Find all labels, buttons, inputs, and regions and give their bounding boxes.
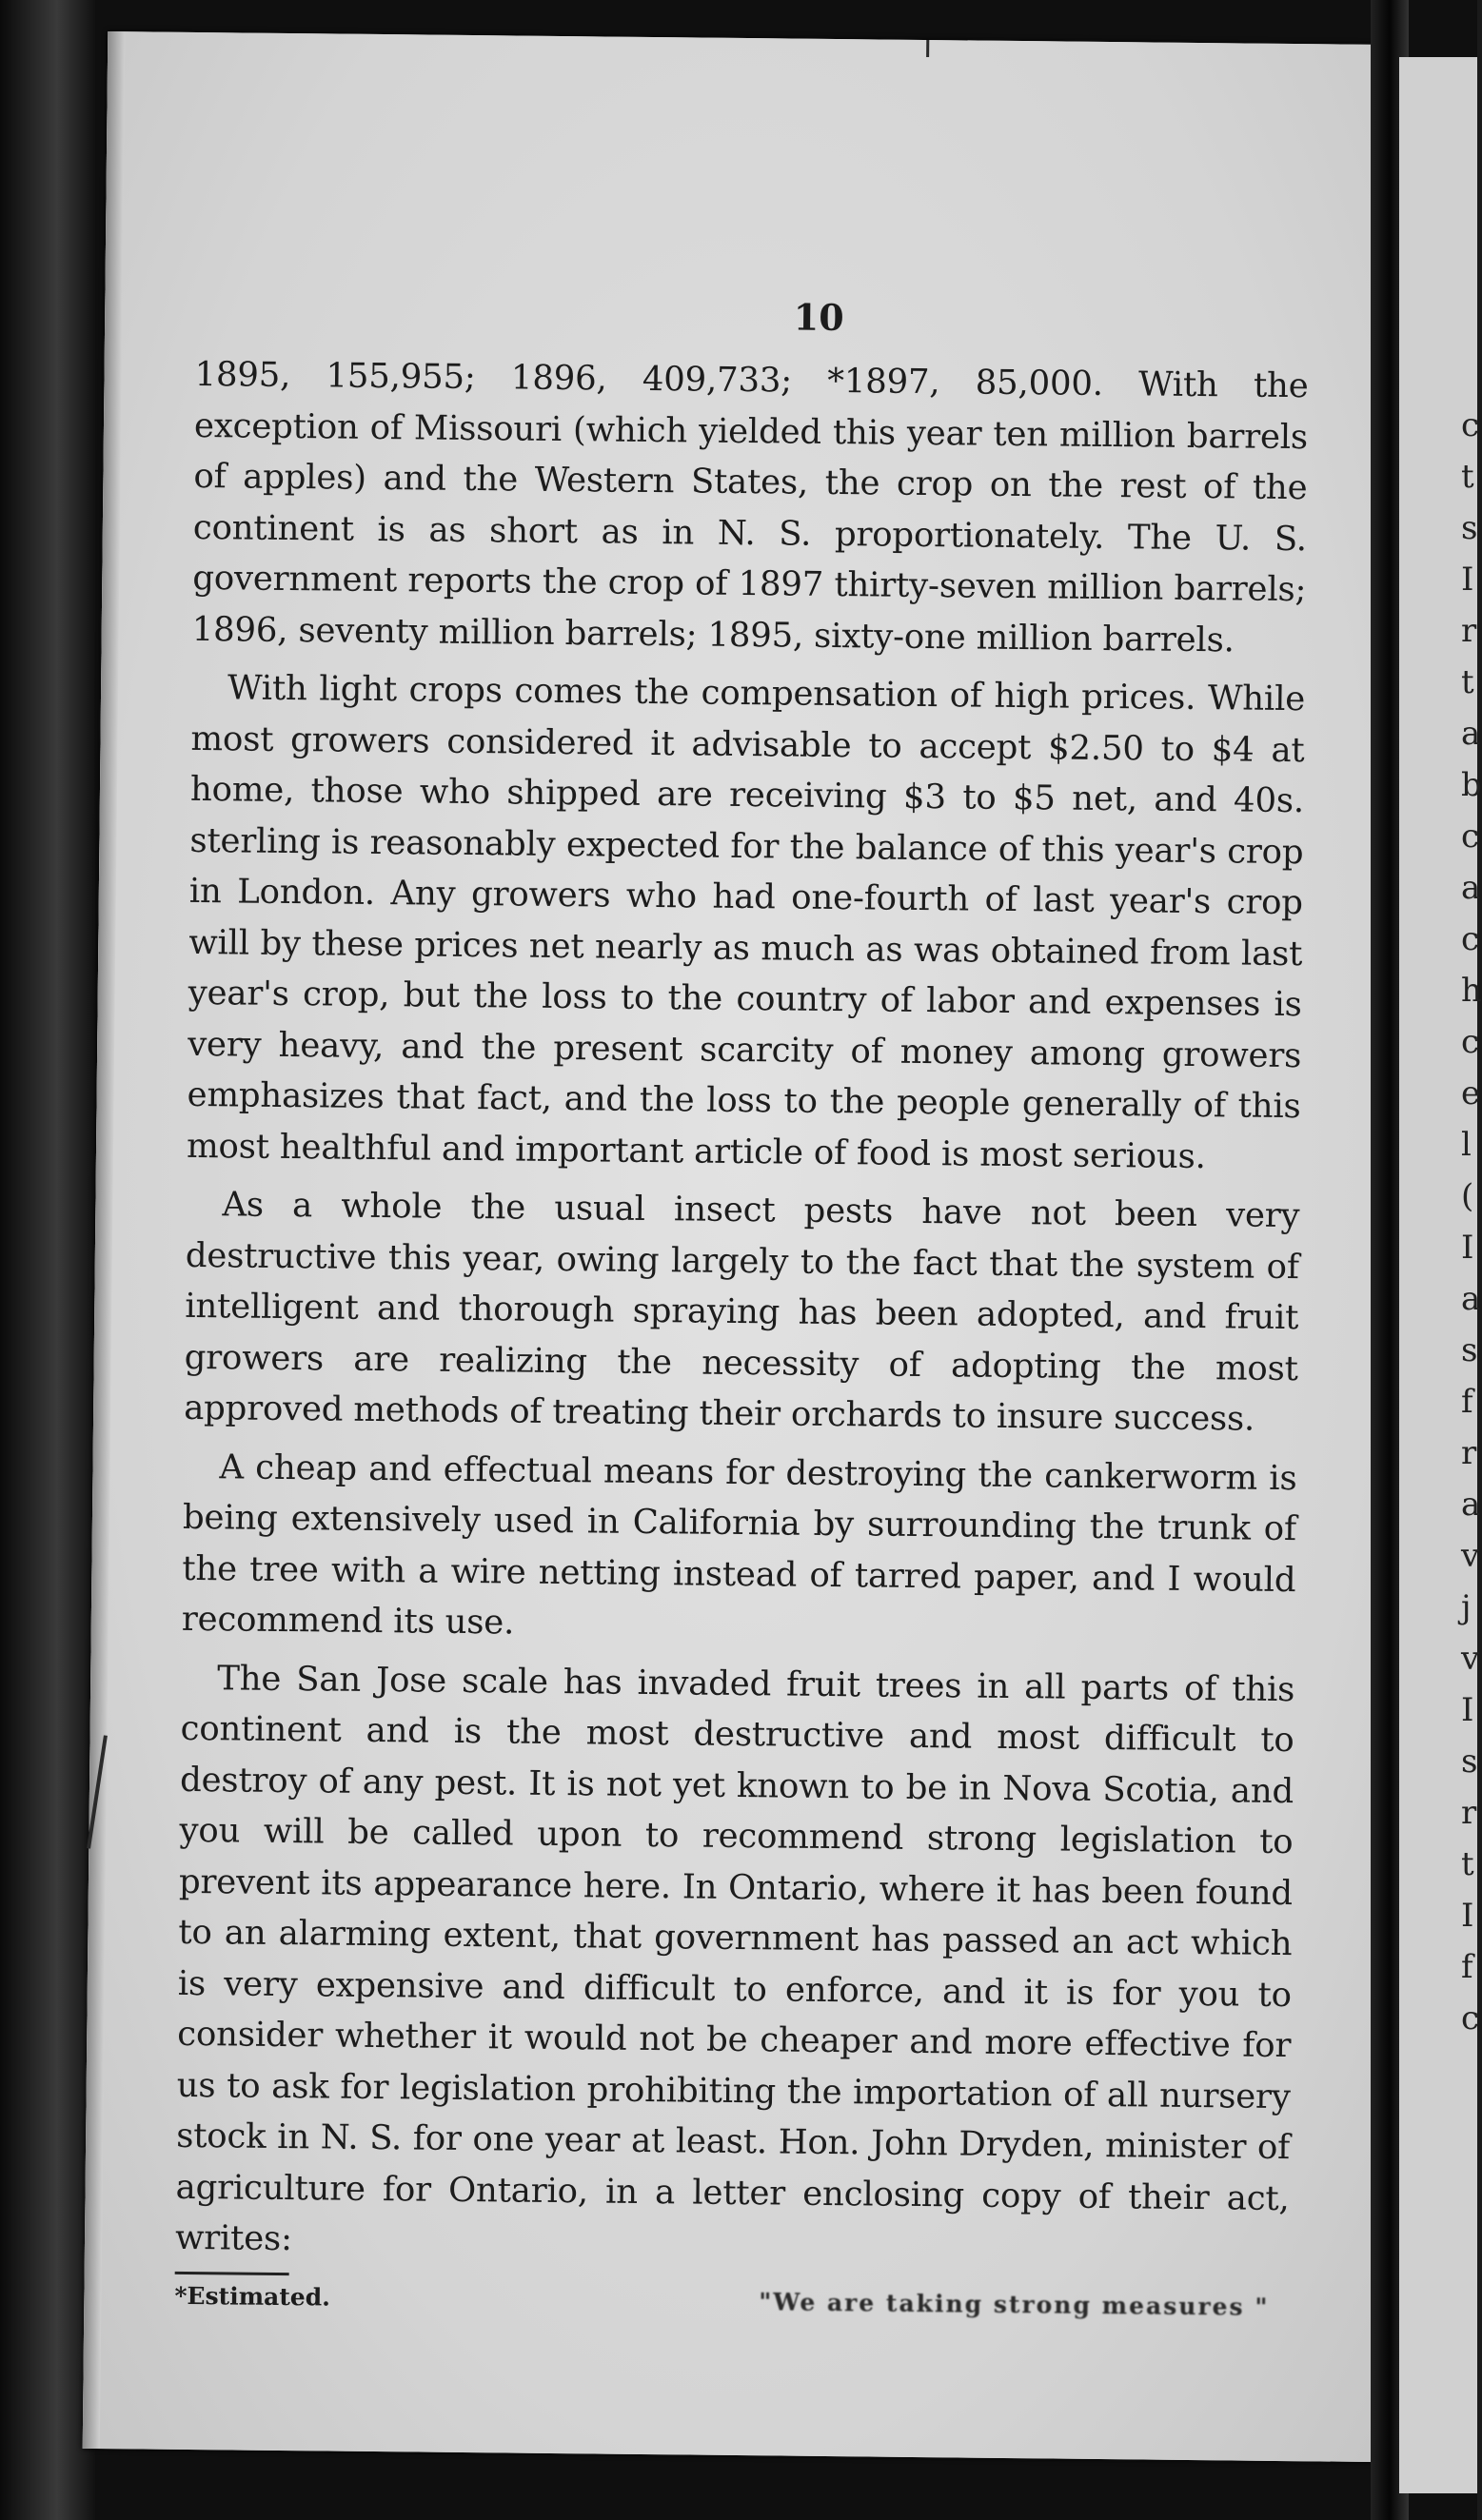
facing-page-letter: a [1461,869,1481,907]
paragraph-san-jose-scale: The San Jose scale has invaded fruit trees in all parts of this continent and is the most destructive and most difficult to destroy of any pest. It is not yet known to be in Nova Scotia, and you will be called upon to recommend strong legislation to prevent its appearance here. In Ontario, where it has been found to an alarming extent, that government has passed an act which is very expensive and difficult to enforce, and it is for you to consider whether it would not be cheaper and more effective for us to ask for legislation prohibiting the importation of all nursery stock in N. S. for one year at least. Hon. John Dryden, minister of agriculture for Ontario, in a letter enclosing copy of their act, writes: [174,1658,1295,2259]
footnote-estimated: *Estimated. [174,2281,331,2312]
facing-page-letter: I [1461,561,1474,599]
facing-page-letter: v [1461,1537,1480,1575]
facing-page-letters [1461,400,1482,2044]
book-binding-edge [0,0,95,2520]
facing-page-letter: h [1461,972,1482,1010]
facing-page-letter: v [1461,1640,1480,1678]
facing-page-letter: j [1461,1588,1472,1626]
show-through-catchword: "We are taking strong measures " [759,2287,1270,2321]
facing-page-letter: a [1461,715,1481,753]
facing-page-letter: I [1461,1897,1474,1935]
facing-page-letter: c [1461,920,1480,958]
facing-page-letter: t [1461,458,1474,496]
facing-page-letter: a [1461,1486,1481,1524]
pencil-mark-top [926,40,929,57]
facing-page-letter: I [1461,1229,1474,1267]
facing-page-letter: l [1461,1126,1472,1164]
footnote-rule [175,2271,289,2274]
facing-page-letter: a [1461,1280,1481,1318]
paragraph-cankerworm: A cheap and effectual means for destroying the cankerworm is being extensively used in California by surrounding the trunk of the tree with a wire netting instead of tarred paper, and I would recommend its use. [181,1447,1297,1643]
facing-page-letter: r [1461,612,1477,650]
page-content [174,289,1309,2321]
facing-page-letter: s [1461,509,1478,547]
facing-page-letter: c [1461,1999,1480,2038]
facing-page-letter: I [1461,1691,1474,1729]
facing-page-letter: ( [1461,1177,1474,1215]
facing-page-letter: c [1461,406,1480,444]
book-page [83,31,1398,2462]
facing-page-letter: s [1461,1331,1478,1369]
facing-page-letter: c [1461,817,1480,856]
facing-page-letter: t [1461,663,1474,701]
paragraph-insect-pests: As a whole the usual insect pests have not been very destructive this year, owing largely to the fact that the system of intelligent and thorough spraying has been adopted, and fruit growers are realizing the necessity of adopting the most approved methods of treating their orchards to insure success. [183,1185,1300,1439]
paragraph-prices: With light crops comes the compensation of high prices. While most growers considered it advisable to accept $2.50 to $4 at home, those who shipped are receiving $3 to $5 net, and 40s. sterling is reasonably expected for the balance of this year's crop in London. Any growers who had one-fourth of last year's crop will by these prices net nearly as much as was obtained from last year's crop, but the loss to the country of labor and expenses is very heavy, and the present scarcity of money among growers emphasizes that fact, and the loss to the people generally of this most healthful and important article of food is most serious. [186,668,1306,1176]
facing-page-letter: r [1461,1434,1477,1472]
facing-page-letter: r [1461,1794,1477,1832]
facing-page-letter: b [1461,766,1482,804]
paragraph-apple-crop-figures: 1895, 155,955; 1896, 409,733; *1897, 85,000. With the exception of Missouri (which yielded this year ten million barrels of apples) and the Western States, the crop on the rest of the continent is as short as in N. S. proportionately. The U. S. government reports the crop of 1897 thirty-seven million barrels; 1896, seventy million barrels; 1895, sixty-one million barrels. [191,354,1309,660]
facing-page-letter: f [1461,1383,1473,1421]
facing-page-letter: s [1461,1742,1478,1781]
facing-page-letter: e [1461,1074,1481,1112]
page-number: 10 [793,295,844,340]
facing-page-letter: f [1461,1948,1473,1986]
facing-page-letter: t [1461,1845,1474,1883]
footnote-row [174,2281,1288,2320]
facing-page-letter: c [1461,1023,1480,1061]
